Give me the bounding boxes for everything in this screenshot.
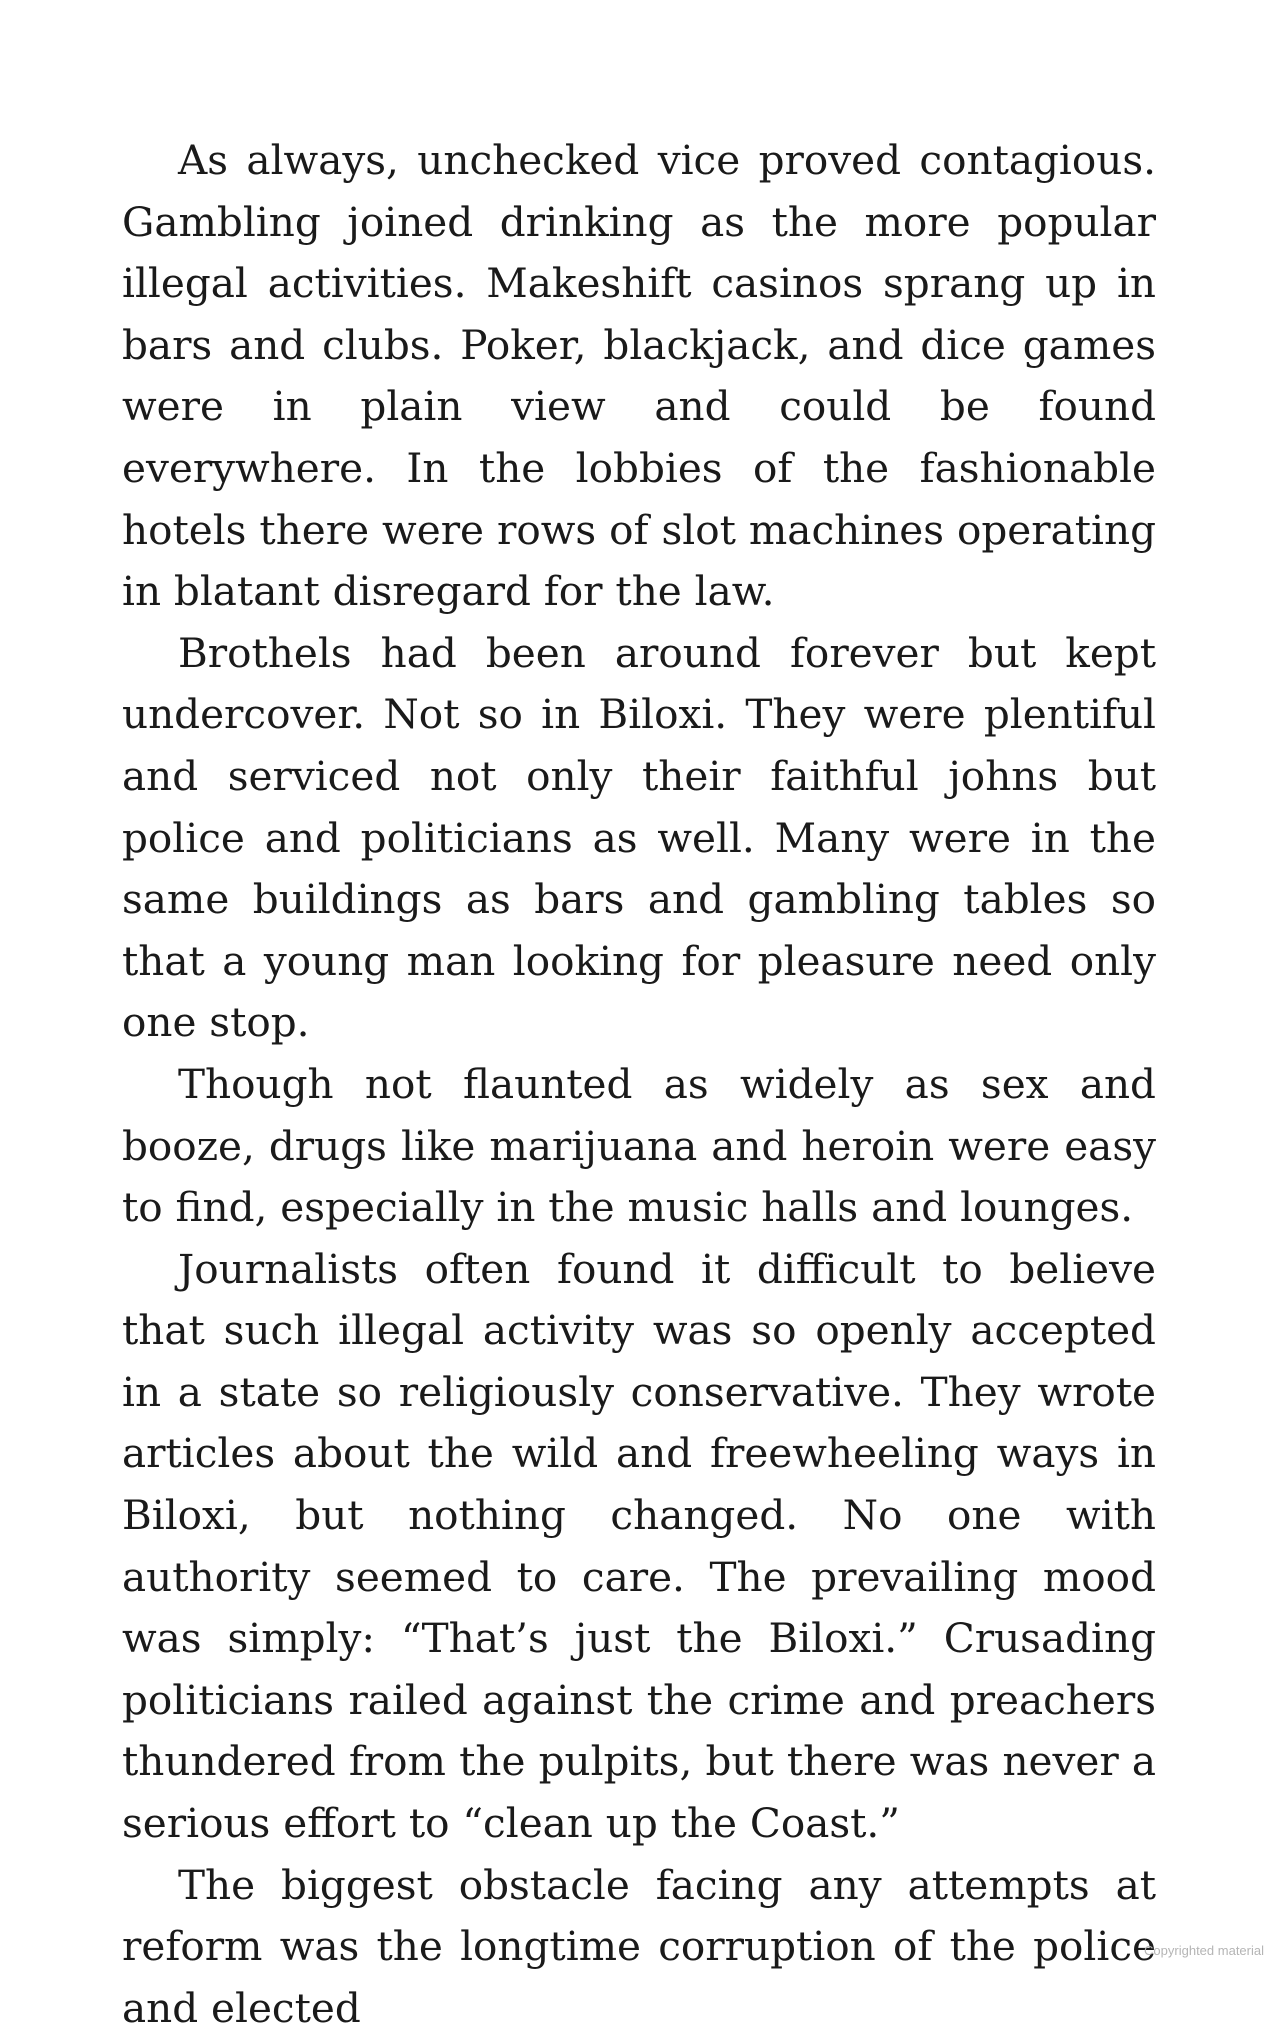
paragraph-5: The biggest obstacle facing any attempts at reform was the longtime corruption of the police and elected [122,1860,1156,2032]
paragraph-3: Though not flaunted as widely as sex and booze, drugs like marijuana and heroin were easy to find, especially in the music halls and lounges. [122,1059,1156,1232]
paragraph-2: Brothels had been around forever but kept undercover. Not so in Biloxi. They were plentiful and serviced not only their faithful johns but police and politicians as well. Many were in the same buildings as bars and gambling tables so that a young man looking for pleasure need only one stop. [122,628,1156,1047]
paragraph-4: Journalists often found it difficult to believe that such illegal activity was so openly accepted in a state so religiously conservative. They wrote articles about the wild and freewheeling ways in Biloxi, but nothing changed. No one with authority seemed to care. The prevailing mood was simply: “That’s just the Biloxi.” Crusading politicians railed against the crime and preachers thundered from the pulpits, but there was never a serious effort to “clean up the Coast.” [122,1244,1156,1848]
copyright-watermark: Copyrighted material [1144,1943,1264,1958]
body-text [122,130,1156,2039]
paragraph-1: As always, unchecked vice proved contagious. Gambling joined drinking as the more popular illegal activities. Makeshift casinos sprang up in bars and clubs. Poker, blackjack, and dice games were in plain view and could be found everywhere. In the lobbies of the fashionable hotels there were rows of slot machines operating in blatant disregard for the law. [122,136,1156,616]
